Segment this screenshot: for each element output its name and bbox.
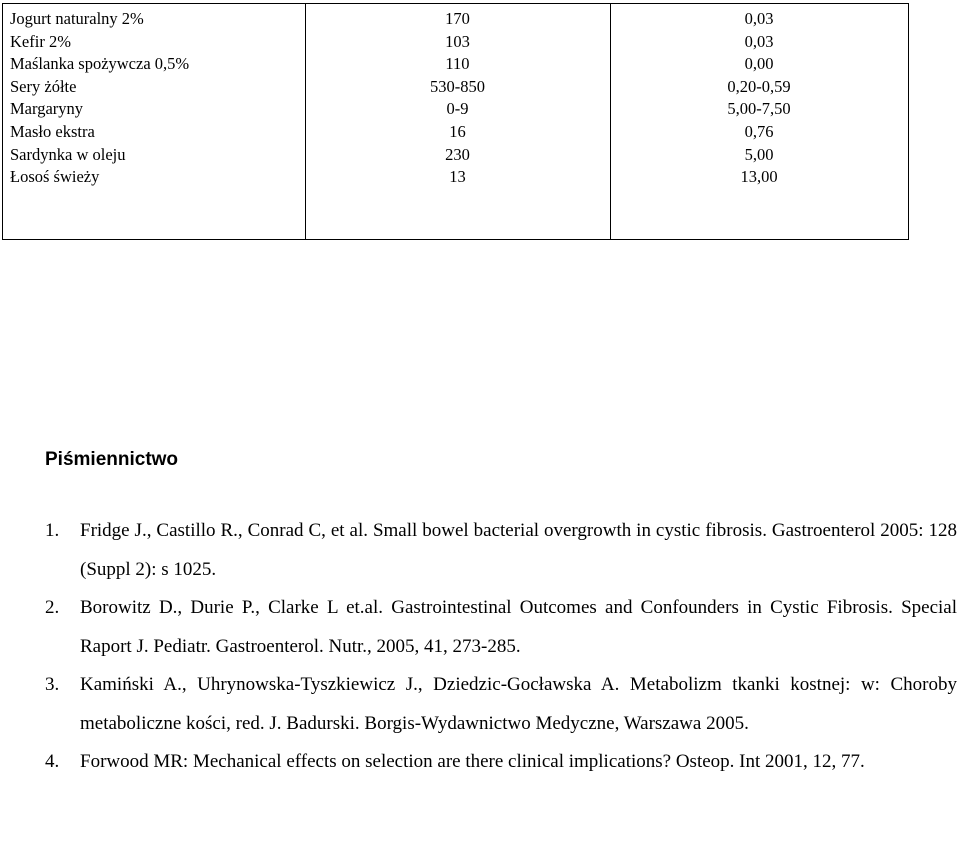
table-cell-value-b: 0,03: [744, 31, 774, 51]
table-cell-value-b: 0,20-0,59: [727, 76, 791, 96]
reference-item: [45, 589, 957, 666]
reference-text: Borowitz D., Durie P., Clarke L et.al. Gastrointestinal Outcomes and Confounders in Cystic Fibrosis. Special Raport J. Pediatr. Gastroenterol. Nutr., 2005, 41, 273-285.: [80, 597, 957, 657]
table-cell-product: Łosoś świeży: [10, 167, 100, 187]
reference-text: Kamiński A., Uhrynowska-Tyszkiewicz J., Dziedzic-Gocławska A. Metabolizm tkanki kostnej: w: Choroby metaboliczne kości, red. J. Badurski. Borgis-Wydawnictwo Medyczne, Warszawa 2005.: [80, 674, 957, 734]
table-cell-product: Sardynka w oleju: [10, 144, 126, 164]
reference-item: [45, 512, 957, 589]
reference-number: 2.: [45, 597, 60, 618]
table-cell-value-a: 0-9: [446, 99, 469, 119]
table-cell-value-a: 170: [445, 9, 470, 28]
table-cell-value-b: 5,00-7,50: [727, 99, 791, 119]
reference-number: 4.: [45, 751, 60, 772]
nutrition-table: [2, 3, 909, 240]
reference-item: [45, 666, 957, 743]
table-cell-value-a: 230: [445, 144, 470, 164]
table-cell-product: Sery żółte: [10, 76, 77, 96]
table-cell-value-b: 5,00: [744, 144, 774, 164]
table-cell-value-a: 16: [449, 121, 466, 141]
reference-item: [45, 743, 957, 782]
reference-text: Fridge J., Castillo R., Conrad C, et al. Small bowel bacterial overgrowth in cystic fibrosis. Gastroenterol 2005: 128 (Suppl 2): s 1025.: [80, 520, 957, 580]
table-cell-value-a: 103: [445, 31, 470, 51]
table-cell-product: Maślanka spożywcza 0,5%: [10, 54, 190, 74]
references-heading: Piśmiennictwo: [45, 449, 179, 470]
reference-number: 3.: [45, 674, 60, 695]
table-cell-value-b: 0,00: [744, 54, 774, 74]
table-cell-value-a: 530-850: [430, 76, 485, 96]
reference-text: Forwood MR: Mechanical effects on selection are there clinical implications? Osteop. Int 2001, 12, 77.: [80, 751, 865, 772]
table-cell-value-b: 0,76: [744, 121, 774, 141]
table-cell-product: Margaryny: [10, 99, 84, 119]
table-cell-product: Masło ekstra: [10, 121, 95, 141]
table-cell-product: Kefir 2%: [10, 31, 71, 51]
table-cell-product: Jogurt naturalny 2%: [10, 9, 144, 28]
table-cell-value-b: 13,00: [740, 167, 778, 187]
table-column-product: [3, 4, 306, 239]
table-cell-value-a: 13: [449, 167, 466, 187]
reference-number: 1.: [45, 520, 60, 541]
table-column-value-b: [610, 4, 908, 239]
table-cell-value-a: 110: [445, 54, 470, 74]
table-column-value-a: [305, 4, 611, 239]
table-cell-value-b: 0,03: [744, 9, 774, 28]
references-list: [45, 512, 957, 782]
